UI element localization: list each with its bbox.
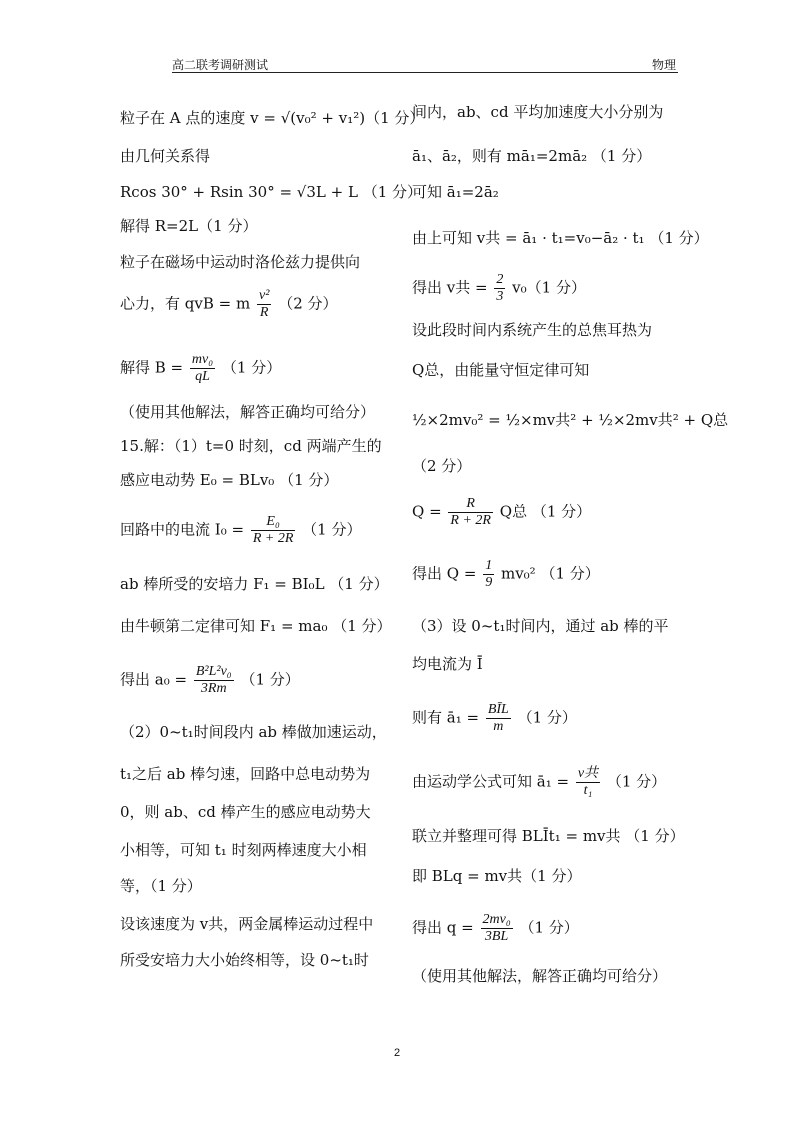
equation-line: Rcos 30° + Rsin 30° = √3L + L （1 分） [120, 183, 422, 201]
equation-line: 由牛顿第二定律可知 F₁ = ma₀ （1 分） [120, 617, 392, 635]
text: 得出 q = [412, 918, 474, 937]
numerator: mv₀ [191, 352, 214, 367]
text-line: （使用其他解法，解答正确均可给分） [412, 967, 668, 985]
text-line: 等，（1 分） [120, 877, 202, 895]
score-note: （1 分） [302, 520, 362, 539]
denominator: qL [195, 369, 210, 384]
score-note: （1 分） [240, 670, 300, 689]
text: 回路中的电流 I₀ = [120, 520, 245, 539]
fraction [576, 766, 600, 799]
equation-line: 由上可知 v共 = ā₁ · t₁=v₀−ā₂ · t₁ （1 分） [412, 229, 709, 247]
equation-line [120, 352, 281, 385]
numerator: BĪL [487, 702, 509, 717]
denominator: R + 2R [450, 513, 491, 528]
text-line: 设该速度为 v共，两金属棒运动过程中 [120, 915, 374, 933]
text-line: 小相等，可知 t₁ 时刻两棒速度大小相 [120, 841, 367, 859]
equation-line [120, 288, 338, 321]
denominator: 3BL [484, 929, 509, 944]
text-line: （3）设 0~t₁时间内，通过 ab 棒的平 [412, 617, 669, 635]
fraction [190, 352, 215, 385]
denominator: m [493, 719, 504, 734]
text: 则有 ā₁ = [412, 708, 480, 727]
fraction [494, 272, 505, 305]
equation-line: ā₁、ā₂，则有 mā₁=2mā₂ （1 分） [412, 147, 652, 165]
equation-line: 可知 ā₁=2ā₂ [412, 183, 499, 201]
equation-line [412, 272, 586, 305]
fraction [486, 702, 511, 735]
numerator: 2 [496, 272, 504, 287]
equation-line [412, 496, 591, 529]
text-line: 所受安培力大小始终相等，设 0~t₁时 [120, 951, 369, 969]
denominator: t₁ [583, 783, 593, 798]
fraction [257, 288, 271, 321]
equation-line: 即 BLq = mv共（1 分） [412, 867, 582, 885]
fraction [251, 514, 296, 547]
numerator: R [448, 496, 493, 513]
fraction [483, 558, 494, 591]
text: 得出 v共 = [412, 278, 488, 297]
denominator: 9 [485, 575, 493, 590]
equation-line [412, 912, 579, 945]
numerator: 2mv₀ [482, 912, 511, 927]
equation-line: 感应电动势 E₀ = BLv₀ （1 分） [120, 471, 339, 489]
equation-line [120, 664, 300, 697]
numerator: E₀ [251, 514, 296, 531]
text: 心力，有 qvB = m [120, 294, 251, 313]
text-line: 解得 R=2L（1 分） [120, 217, 258, 235]
denominator: R + 2R [252, 531, 294, 546]
equation-line: ab 棒所受的安培力 F₁ = BI₀L （1 分） [120, 575, 389, 593]
score-note: v₀（1 分） [512, 278, 586, 297]
numerator: v共 [577, 766, 599, 781]
text: 解得 B = [120, 358, 184, 377]
equation-line [412, 558, 600, 591]
text-line: Q总，由能量守恒定律可知 [412, 361, 590, 379]
header-subject: 物理 [651, 58, 676, 72]
numerator: B²L²v₀ [195, 664, 232, 679]
text: Q = [412, 502, 442, 521]
text-line: 粒子在 A 点的速度 v = √(v₀² + v₁²)（1 分） [120, 109, 425, 127]
text-line: （2）0~t₁时间段内 ab 棒做加速运动， [120, 723, 387, 741]
equation-line [412, 702, 577, 735]
page-number: 2 [393, 1047, 401, 1059]
text-line: （使用其他解法，解答正确均可给分） [120, 403, 376, 421]
equation-line [120, 514, 361, 547]
text-line: 15.解：（1）t=0 时刻，cd 两端产生的 [120, 437, 382, 455]
fraction [448, 496, 493, 529]
fraction [194, 664, 234, 697]
equation-line [412, 766, 666, 799]
denominator: 3 [496, 289, 504, 304]
score-note: （2 分） [278, 294, 338, 313]
text-line: 粒子在磁场中运动时洛伦兹力提供向 [120, 253, 361, 271]
text: 由运动学公式可知 ā₁ = [412, 772, 570, 791]
score-note: Q总 （1 分） [499, 502, 592, 521]
equation-line: ½×2mv₀² = ½×mv共² + ½×2mv共² + Q总 [412, 411, 729, 429]
score-note: （1 分） [517, 708, 577, 727]
numerator: 1 [485, 558, 493, 573]
text-line: 0，则 ab、cd 棒产生的感应电动势大 [120, 803, 371, 821]
text: 得出 Q = [412, 564, 477, 583]
denominator: 3Rm [200, 681, 227, 696]
fraction [481, 912, 513, 945]
score-note: （1 分） [519, 918, 579, 937]
denominator: R [259, 305, 269, 320]
score-note: mv₀² （1 分） [500, 564, 600, 583]
text-line: t₁之后 ab 棒匀速，回路中总电动势为 [120, 765, 371, 783]
numerator: v² [258, 288, 270, 303]
text-line: 设此段时间内系统产生的总焦耳热为 [412, 321, 653, 339]
text-line: 均电流为 Ī [412, 655, 483, 673]
page-header [172, 56, 678, 73]
text-line: （2 分） [412, 457, 472, 475]
text: 得出 a₀ = [120, 670, 188, 689]
score-note: （1 分） [221, 358, 282, 377]
header-exam-title: 高二联考调研测试 [172, 58, 269, 72]
text-line: 由几何关系得 [120, 147, 211, 165]
equation-line: 联立并整理可得 BLĪt₁ = mv共 （1 分） [412, 827, 685, 845]
text-line: 间内，ab、cd 平均加速度大小分别为 [412, 103, 664, 121]
score-note: （1 分） [606, 772, 667, 791]
